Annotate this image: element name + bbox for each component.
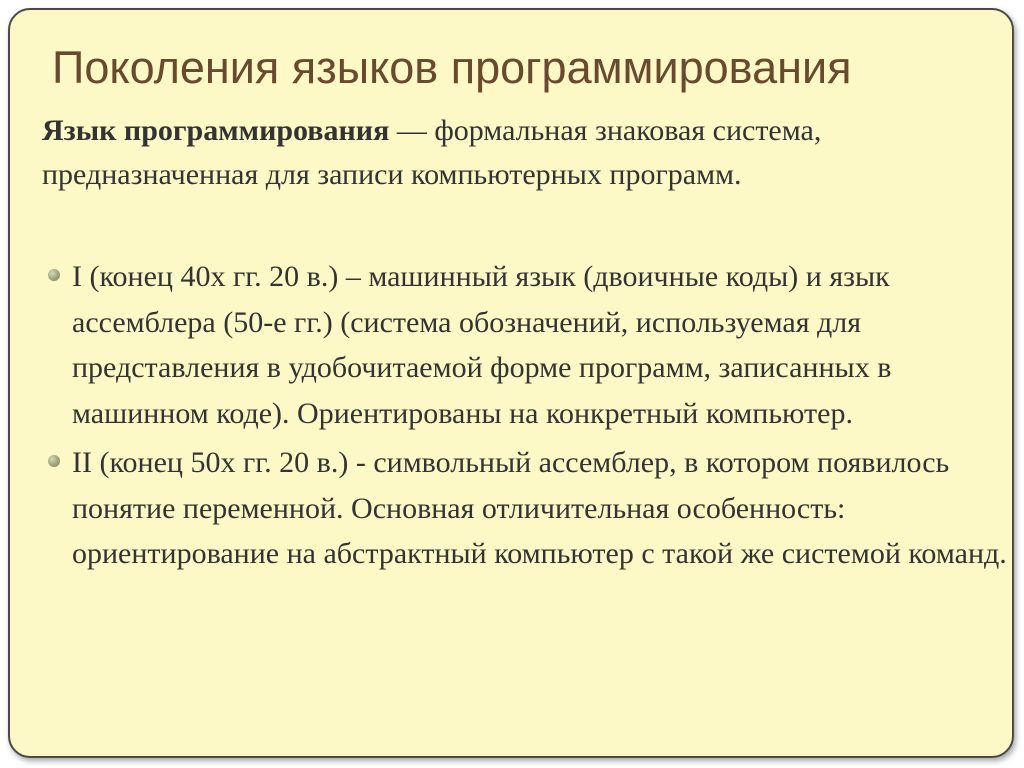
round-bullet-icon — [48, 269, 60, 281]
definition-term: Язык программирования — [42, 114, 390, 147]
list-item-generation-2 — [42, 440, 1007, 577]
generation-1-text: I (конец 40х гг. 20 в.) – машинный язык (двоичные коды) и язык ассемблера (50-е гг.) (система обозначений, используемая для представления в удобочитаемой форме программ, записанных в машинном коде). Ориентированы на конкретный компьютер. — [72, 260, 892, 430]
slide-panel — [8, 8, 1014, 758]
generations-list — [42, 254, 1007, 581]
round-bullet-icon — [48, 455, 60, 467]
list-item-generation-1 — [42, 254, 1007, 436]
generation-2-text: II (конец 50х гг. 20 в.) - символьный ассемблер, в котором появилось понятие переменной. Основная отличительная особенность: ориентирование на абстрактный компьютер с такой же системой команд. — [72, 446, 1007, 570]
definition-paragraph — [42, 109, 1007, 197]
definition-text: — формальная знаковая система, предназначенная для записи компьютерных программ. — [42, 114, 822, 191]
slide-title: Поколения языков программирования — [52, 42, 852, 93]
